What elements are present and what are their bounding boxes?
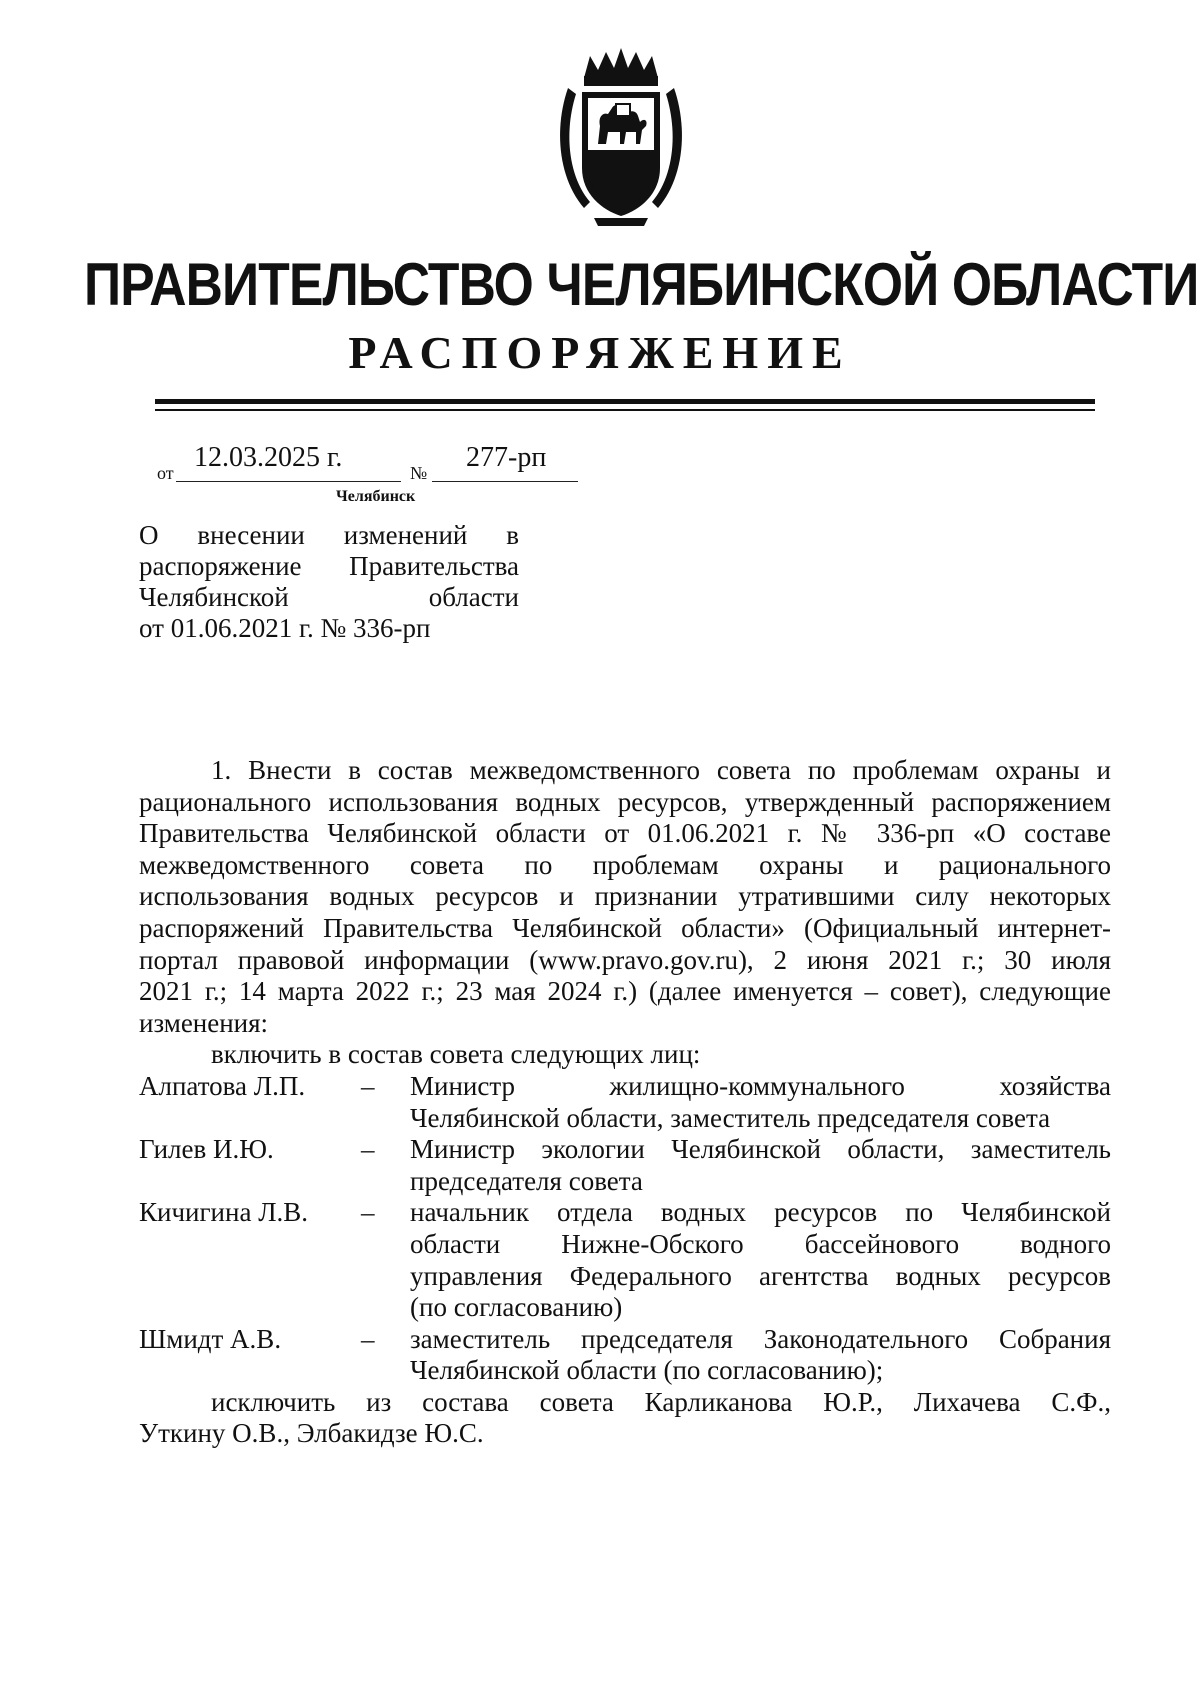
member-role-line: области Нижне-Обского бассейнового водного	[410, 1228, 1111, 1259]
member-row	[139, 1071, 1111, 1134]
member-role	[410, 1134, 1111, 1197]
member-dash: –	[361, 1070, 375, 1101]
paragraph-line: изменения:	[139, 1007, 269, 1038]
paragraph-1	[139, 755, 1111, 1039]
member-name: Шмидт А.В.	[139, 1323, 282, 1354]
member-row	[139, 1324, 1111, 1387]
subject-line: распоряжение Правительства	[139, 551, 519, 581]
member-role-line: (по согласованию)	[410, 1292, 623, 1323]
date-label: от	[157, 463, 174, 483]
document-type: РАСПОРЯЖЕНИЕ	[348, 327, 852, 378]
date-underline	[176, 481, 401, 482]
paragraph-line: распоряжений Правительства Челябинской области» (Официальный интернет-	[139, 912, 1111, 943]
member-role-line: Челябинской области (по согласованию);	[410, 1355, 884, 1386]
paragraph-line: исключить из состава совета Карликанова Ю.Р., Лихачева С.Ф.,	[211, 1386, 1111, 1417]
paragraph-line: 1. Внести в состав межведомственного совета по проблемам охраны и	[211, 755, 1111, 785]
member-role-line: председателя совета	[410, 1165, 643, 1196]
member-row	[139, 1197, 1111, 1323]
member-role-line: начальник отдела водных ресурсов по Челябинской	[410, 1197, 1111, 1228]
document-body	[139, 755, 1111, 1450]
document-date: 12.03.2025 г.	[194, 442, 343, 473]
member-row	[139, 1134, 1111, 1197]
member-role-line: Министр жилищно-коммунального хозяйства	[410, 1070, 1111, 1101]
paragraph-line: Уткину О.В., Элбакидзе Ю.С.	[139, 1418, 484, 1449]
paragraph-line: использования водных ресурсов и признании утратившими силу некоторых	[139, 881, 1111, 912]
member-name: Гилев И.Ю.	[139, 1134, 274, 1165]
member-role	[410, 1324, 1111, 1387]
member-dash: –	[361, 1134, 375, 1165]
member-role-line: Челябинской области, заместитель председателя совета	[410, 1102, 1051, 1133]
member-dash: –	[361, 1323, 375, 1354]
member-dash: –	[361, 1197, 375, 1228]
chelyabinsk-coat-of-arms-icon	[554, 48, 688, 228]
document-number: 277-рп	[466, 442, 547, 473]
member-role-line: заместитель председателя Законодательного Собрания	[410, 1323, 1111, 1354]
organization-title: ПРАВИТЕЛЬСТВО ЧЕЛЯБИНСКОЙ ОБЛАСТИ	[84, 251, 1199, 318]
member-name: Алпатова Л.П.	[139, 1070, 306, 1101]
subject-line: от 01.06.2021 г. № 336-рп	[139, 613, 431, 643]
header-rule-thin	[155, 409, 1095, 411]
document-subject	[139, 520, 519, 644]
issue-city: Челябинск	[336, 488, 416, 505]
subject-line: О внесении изменений в	[139, 520, 519, 550]
header-rule-thick	[155, 399, 1095, 404]
paragraph-line: рационального использования водных ресурсов, утвержденный распоряжением	[139, 786, 1111, 817]
member-role-line: управления Федерального агентства водных ресурсов	[410, 1260, 1111, 1291]
paragraph-line: портал правовой информации (www.pravo.gov.ru), 2 июня 2021 г.; 30 июля	[139, 944, 1111, 975]
number-underline	[432, 481, 578, 482]
member-role-line: Министр экологии Челябинской области, заместитель	[410, 1134, 1111, 1165]
exclude-paragraph	[139, 1387, 1111, 1450]
subject-line: Челябинской области	[139, 582, 519, 612]
paragraph-line: межведомственного совета по проблемам охраны и рационального	[139, 849, 1111, 880]
number-label: №	[410, 463, 428, 483]
include-intro: включить в состав совета следующих лиц:	[211, 1039, 701, 1070]
member-role	[410, 1071, 1111, 1134]
member-name: Кичигина Л.В.	[139, 1197, 309, 1228]
paragraph-line: 2021 г.; 14 марта 2022 г.; 23 мая 2024 г.) (далее именуется – совет), следующие	[139, 976, 1111, 1007]
paragraph-line: Правительства Челябинской области от 01.06.2021 г. № 336-рп «О составе	[139, 818, 1111, 849]
member-role	[410, 1197, 1111, 1323]
